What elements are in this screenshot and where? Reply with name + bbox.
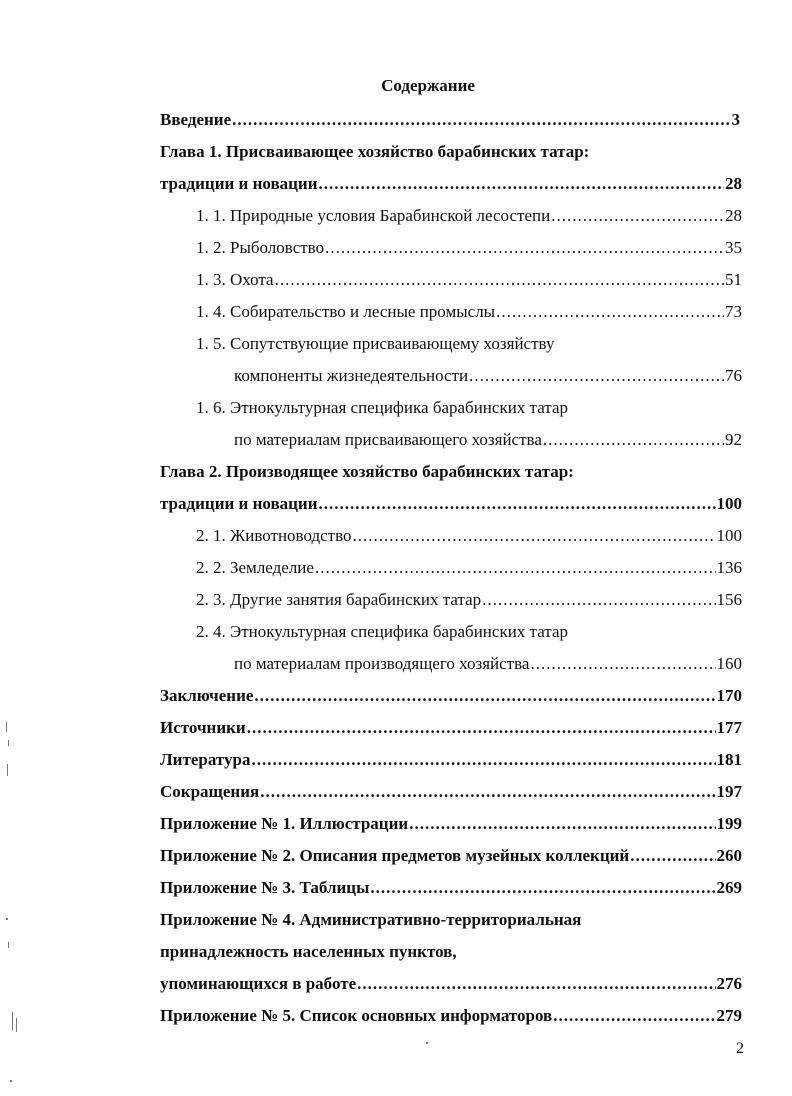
toc-entry-page: 276 — [716, 974, 742, 993]
toc-dot-leader — [247, 718, 716, 738]
scan-artifact — [12, 1012, 13, 1030]
toc-entry-label: 2. 2. Земледелие — [196, 558, 314, 577]
toc-heading: Содержание — [381, 76, 475, 95]
toc-entry-page: 73 — [725, 302, 742, 321]
toc-dot-leader — [319, 494, 716, 514]
toc-entry-page: 51 — [725, 270, 742, 289]
toc-entry-page: 260 — [716, 846, 742, 865]
toc-entry-label: 1. 3. Охота — [196, 270, 274, 289]
toc-entry-page: 181 — [716, 750, 742, 769]
toc-entry-page: 28 — [725, 174, 742, 193]
scan-artifact — [8, 740, 9, 746]
toc-entry-page: 136 — [716, 558, 742, 577]
toc-entry-page: 170 — [716, 686, 742, 705]
toc-entry-chapter2 — [160, 494, 742, 514]
toc-chapter2-title-line1: Глава 2. Производящее хозяйство барабинских татар: — [160, 462, 574, 481]
toc-entry-page: 279 — [716, 1006, 742, 1025]
toc-entry-label: по материалам присваивающего хозяйства — [234, 430, 542, 449]
toc-entry-section-1-5 — [234, 366, 742, 386]
toc-entry-label: 1. 2. Рыболовство — [196, 238, 325, 257]
toc-dot-leader — [370, 878, 715, 898]
toc-entry-page: 199 — [716, 814, 742, 833]
toc-entry-label: 1. 1. Природные условия Барабинской лесостепи — [196, 206, 551, 225]
toc-entry-label: упоминающихся в работе — [160, 974, 357, 993]
toc-dot-leader — [409, 814, 715, 834]
toc-dot-leader — [469, 366, 724, 386]
toc-entry-label: 2. 1. Животноводство — [196, 526, 352, 545]
toc-dot-leader — [251, 750, 715, 770]
toc-entry-page: 197 — [716, 782, 742, 801]
toc-entry-section-1-3 — [196, 270, 742, 290]
toc-entry-section-1-4 — [196, 302, 742, 322]
toc-entry-page: 269 — [716, 878, 742, 897]
toc-dot-leader — [551, 206, 724, 226]
toc-entry-page: 160 — [716, 654, 742, 673]
toc-entry-appendix-4 — [160, 974, 742, 994]
toc-dot-leader — [275, 270, 724, 290]
toc-section-1-6-line1: 1. 6. Этнокультурная специфика барабинских татар — [196, 398, 568, 417]
toc-dot-leader — [319, 174, 724, 194]
toc-dot-leader — [543, 430, 724, 450]
toc-dot-leader — [254, 686, 715, 706]
toc-entry-appendix-1 — [160, 814, 742, 834]
toc-entry-page: 100 — [716, 494, 742, 513]
toc-section-2-4-line1: 2. 4. Этнокультурная специфика барабинских татар — [196, 622, 568, 641]
toc-entry-label: Приложение № 1. Иллюстрации — [160, 814, 409, 833]
toc-entry-label: Введение — [160, 110, 232, 129]
toc-entry-page: 177 — [716, 718, 742, 737]
scan-artifact — [6, 722, 7, 732]
scan-artifact — [7, 764, 8, 776]
toc-entry-label: традиции и новации — [160, 174, 318, 193]
toc-entry-page: 28 — [725, 206, 742, 225]
toc-dot-leader — [357, 974, 715, 994]
toc-chapter1-title-line1: Глава 1. Присваивающее хозяйство барабинских татар: — [160, 142, 590, 161]
toc-dot-leader — [630, 846, 715, 866]
toc-entry-chapter1 — [160, 174, 742, 194]
toc-entry-label: традиции и новации — [160, 494, 318, 513]
toc-entry-section-2-2 — [196, 558, 742, 578]
toc-entry-page: 92 — [725, 430, 742, 449]
page-number: 2 — [736, 1040, 744, 1057]
toc-entry-page: 3 — [731, 110, 740, 129]
toc-entry-conclusion — [160, 686, 742, 706]
toc-entry-page: 35 — [725, 238, 742, 257]
toc-entry-appendix-3 — [160, 878, 742, 898]
toc-dot-leader — [232, 110, 730, 130]
toc-entry-label: 2. 3. Другие занятия барабинских татар — [196, 590, 482, 609]
toc-entry-label: 1. 4. Собирательство и лесные промыслы — [196, 302, 496, 321]
toc-section-1-5-line1: 1. 5. Сопутствующие присваивающему хозяйству — [196, 334, 555, 353]
toc-dot-leader — [260, 782, 715, 802]
toc-entry-appendix-5 — [160, 1006, 742, 1026]
toc-entry-page: 100 — [716, 526, 742, 545]
toc-dot-leader — [496, 302, 724, 322]
toc-entry-literature — [160, 750, 742, 770]
toc-entry-label: Приложение № 5. Список основных информаторов — [160, 1006, 553, 1025]
toc-entry-label: Заключение — [160, 686, 254, 705]
toc-entry-label: компоненты жизнедеятельности — [234, 366, 469, 385]
toc-entry-section-1-6 — [234, 430, 742, 450]
scan-artifact — [8, 942, 9, 948]
scan-artifact — [16, 1018, 17, 1032]
toc-entry-label: Литература — [160, 750, 251, 769]
scan-artifact — [6, 918, 8, 920]
toc-dot-leader — [482, 590, 715, 610]
toc-entry-label: Приложение № 2. Описания предметов музейных коллекций — [160, 846, 630, 865]
toc-entry-page: 156 — [716, 590, 742, 609]
toc-entry-abbreviations — [160, 782, 742, 802]
toc-appendix-4-line1: Приложение № 4. Административно-территориальная — [160, 910, 582, 929]
toc-entry-label: по материалам производящего хозяйства — [234, 654, 530, 673]
toc-entry-label: Источники — [160, 718, 246, 737]
toc-dot-leader — [353, 526, 716, 546]
toc-entry-section-2-4 — [234, 654, 742, 674]
toc-entry-sources — [160, 718, 742, 738]
toc-entry-label: Сокращения — [160, 782, 260, 801]
toc-entry-appendix-2 — [160, 846, 742, 866]
toc-entry-introduction — [160, 110, 740, 130]
toc-entry-page: 76 — [725, 366, 742, 385]
toc-entry-section-1-1 — [196, 206, 742, 226]
toc-entry-section-2-3 — [196, 590, 742, 610]
toc-entry-label: Приложение № 3. Таблицы — [160, 878, 370, 897]
toc-appendix-4-line2: принадлежность населенных пунктов, — [160, 942, 457, 961]
toc-entry-section-1-2 — [196, 238, 742, 258]
toc-dot-leader — [315, 558, 716, 578]
scan-artifact — [426, 1042, 428, 1044]
toc-dot-leader — [530, 654, 715, 674]
toc-dot-leader — [325, 238, 724, 258]
toc-entry-section-2-1 — [196, 526, 742, 546]
toc-dot-leader — [553, 1006, 715, 1026]
scan-artifact — [10, 1080, 12, 1082]
